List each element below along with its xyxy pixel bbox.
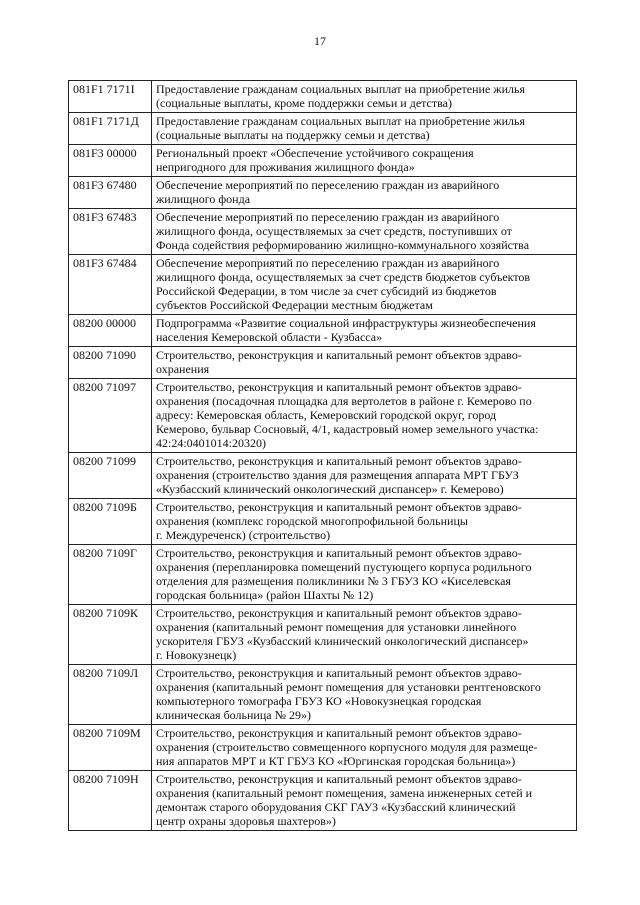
table-row	[69, 725, 577, 771]
table-row	[69, 665, 577, 725]
budget-code-cell: 081F3 67484	[69, 255, 152, 315]
description-cell: Строительство, реконструкция и капитальный ремонт объектов здраво- охранения (строительство совмещенного корпусного модуля для размеще- ния аппаратов МРТ и КТ ГБУЗ КО «Юргинская городская больница»)	[152, 725, 577, 771]
budget-code-cell: 08200 71090	[69, 347, 152, 379]
budget-code-cell: 081F1 7171Д	[69, 113, 152, 145]
description-cell: Обеспечение мероприятий по переселению граждан из аварийного жилищного фонда	[152, 177, 577, 209]
description-cell: Строительство, реконструкция и капитальный ремонт объектов здраво- охранения (капитальный ремонт помещения, замена инженерных сетей и демонтаж старого оборудования СКГ ГАУЗ «Кузбасский клинический центр охраны здоровья шахтеров»)	[152, 771, 577, 831]
table-row	[69, 347, 577, 379]
table-body	[69, 81, 577, 831]
budget-code-cell: 08200 7109Г	[69, 545, 152, 605]
description-cell: Строительство, реконструкция и капитальный ремонт объектов здраво- охранения (капитальный ремонт помещения для установки линейного ускорителя ГБУЗ «Кузбасский клинический онкологический диспансер» г. Новокузнецк)	[152, 605, 577, 665]
description-cell: Строительство, реконструкция и капитальный ремонт объектов здраво- охранения (перепланировка помещений пустующего корпуса родильного отделения для размещения поликлиники № 3 ГБУЗ КО «Киселевская городская больница» (район Шахты № 12)	[152, 545, 577, 605]
description-cell: Предоставление гражданам социальных выплат на приобретение жилья (социальные выплаты, кроме поддержки семьи и детства)	[152, 81, 577, 113]
table-row	[69, 545, 577, 605]
table-row	[69, 113, 577, 145]
budget-code-cell: 08200 71097	[69, 379, 152, 453]
table-row	[69, 499, 577, 545]
budget-code-cell: 081F3 67480	[69, 177, 152, 209]
table-row	[69, 771, 577, 831]
table-row	[69, 177, 577, 209]
description-cell: Строительство, реконструкция и капитальный ремонт объектов здраво- охранения (посадочная площадка для вертолетов в районе г. Кемерово по адресу: Кемеровская область, Кемеровский городской округ, город Кемерово, бульвар Сосновый, 4/1, кадастровый номер земельного участка: 42:24:0401014:20320)	[152, 379, 577, 453]
budget-code-cell: 08200 7109Л	[69, 665, 152, 725]
description-cell: Обеспечение мероприятий по переселению граждан из аварийного жилищного фонда, осуществляемых за счет средств бюджетов субъектов Российской Федерации, в том числе за счет субсидий из бюджетов субъектов Российской Федерации местным бюджетам	[152, 255, 577, 315]
table-row	[69, 453, 577, 499]
budget-code-cell: 081F1 7171I	[69, 81, 152, 113]
description-cell: Подпрограмма «Развитие социальной инфраструктуры жизнеобеспечения населения Кемеровской области - Кузбасса»	[152, 315, 577, 347]
table-row	[69, 315, 577, 347]
description-cell: Строительство, реконструкция и капитальный ремонт объектов здраво- охранения (капитальный ремонт помещения для установки рентгеновского компьютерного томографа ГБУЗ КО «Новокузнецкая городская клиническая больница № 29»)	[152, 665, 577, 725]
table-row	[69, 145, 577, 177]
budget-code-cell: 08200 7109К	[69, 605, 152, 665]
description-cell: Строительство, реконструкция и капитальный ремонт объектов здраво- охранения	[152, 347, 577, 379]
table-row	[69, 605, 577, 665]
budget-code-cell: 08200 7109Н	[69, 771, 152, 831]
table-row	[69, 379, 577, 453]
description-cell: Региональный проект «Обеспечение устойчивого сокращения непригодного для проживания жилищного фонда»	[152, 145, 577, 177]
budget-codes-table	[68, 80, 577, 831]
budget-code-cell: 081F3 00000	[69, 145, 152, 177]
description-cell: Предоставление гражданам социальных выплат на приобретение жилья (социальные выплаты на поддержку семьи и детства)	[152, 113, 577, 145]
budget-code-cell: 08200 71099	[69, 453, 152, 499]
table-row	[69, 255, 577, 315]
description-cell: Обеспечение мероприятий по переселению граждан из аварийного жилищного фонда, осуществляемых за счет средств, поступивших от Фонда содействия реформированию жилищно-коммунального хозяйства	[152, 209, 577, 255]
table-row	[69, 209, 577, 255]
description-cell: Строительство, реконструкция и капитальный ремонт объектов здраво- охранения (строительство здания для размещения аппарата МРТ ГБУЗ «Кузбасский клинический онкологический диспансер» г. Кемерово)	[152, 453, 577, 499]
budget-code-cell: 08200 7109М	[69, 725, 152, 771]
budget-code-cell: 08200 00000	[69, 315, 152, 347]
description-cell: Строительство, реконструкция и капитальный ремонт объектов здраво- охранения (комплекс городской многопрофильной больницы г. Междуреченск) (строительство)	[152, 499, 577, 545]
page-number: 17	[314, 34, 326, 48]
table-row	[69, 81, 577, 113]
budget-code-cell: 08200 7109Б	[69, 499, 152, 545]
budget-code-cell: 081F3 67483	[69, 209, 152, 255]
